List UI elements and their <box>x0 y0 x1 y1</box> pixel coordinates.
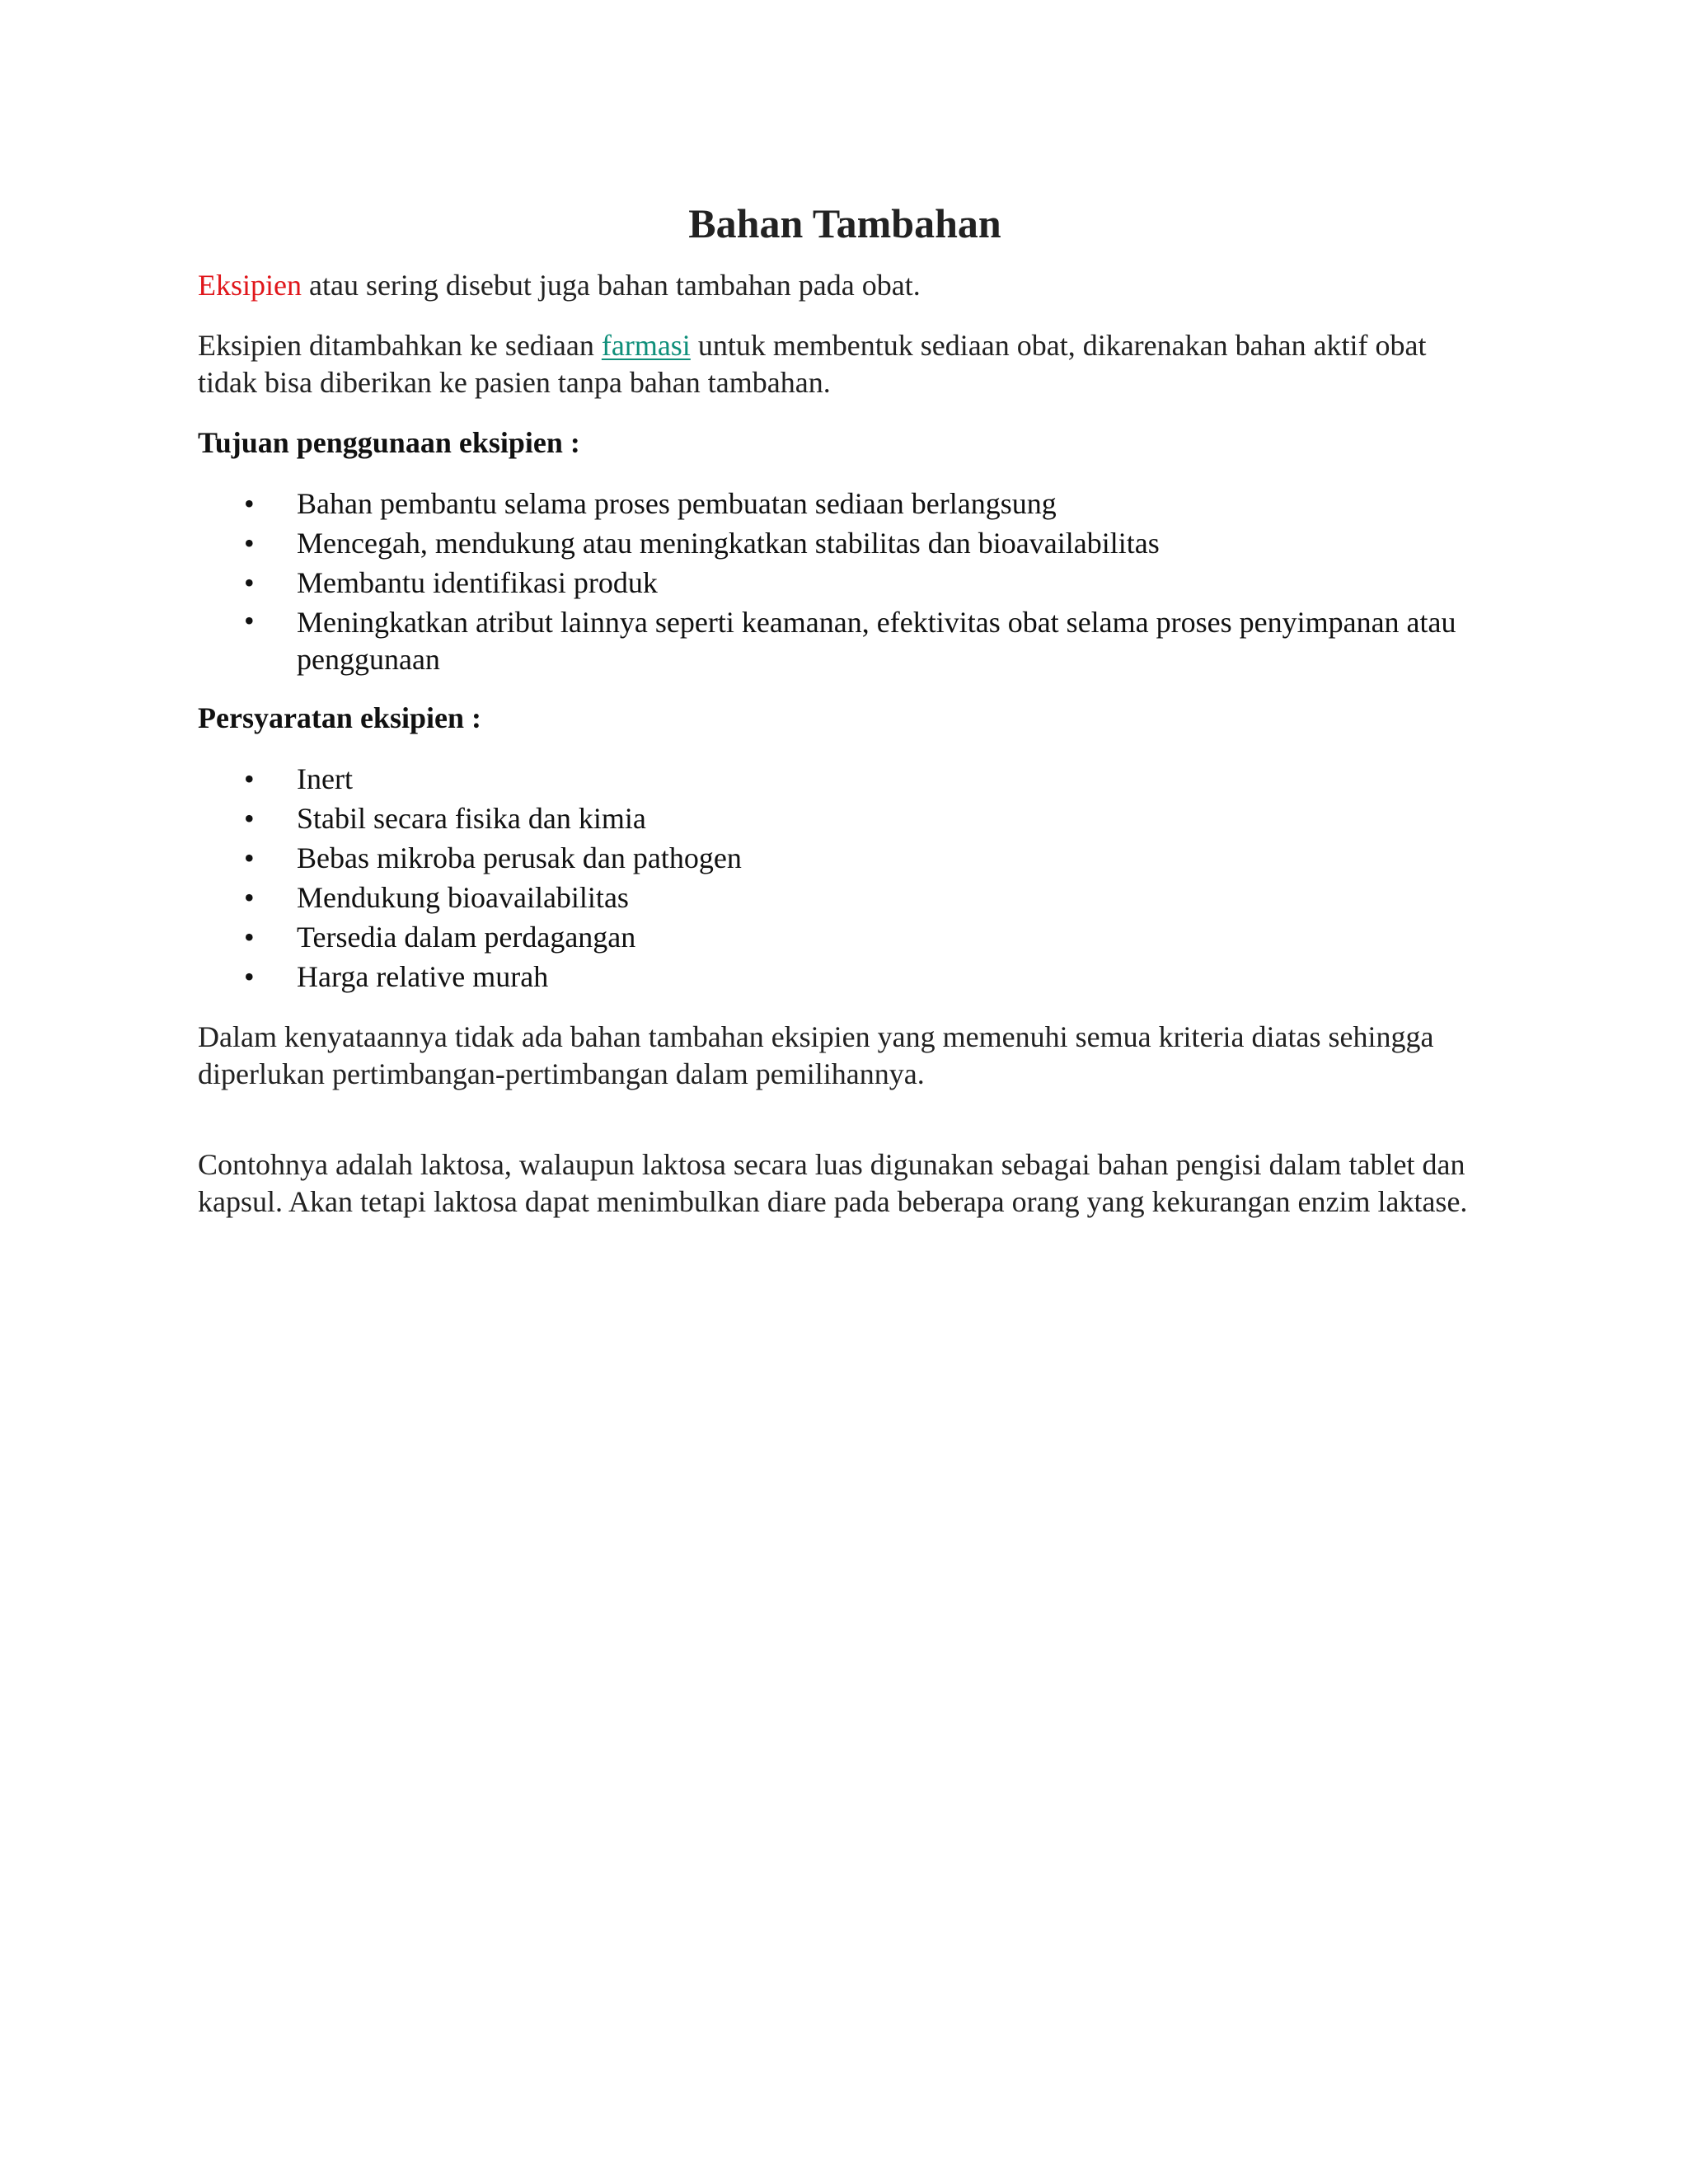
intro-text: atau sering disebut juga bahan tambahan pada obat. <box>301 269 921 302</box>
list-item: • Inert <box>198 759 1492 799</box>
list-item: • Membantu identifikasi produk <box>198 563 1492 602</box>
eksipien-highlight: Eksipien <box>198 269 302 302</box>
tujuan-heading: Tujuan penggunaan eksipien : <box>198 426 580 459</box>
bullet-icon: • <box>244 802 255 835</box>
list-item: • Harga relative murah <box>198 957 1492 996</box>
bullet-icon: • <box>244 921 255 954</box>
list-item: • Bahan pembantu selama proses pembuatan sediaan berlangsung <box>198 484 1492 523</box>
intro-paragraph <box>198 267 1492 304</box>
definition-paragraph <box>198 327 1492 401</box>
list-item: • Meningkatkan atribut lainnya seperti keamanan, efektivitas obat selama proses penyimpanan atau penggunaan <box>244 604 1456 676</box>
bullet-icon: • <box>244 566 255 599</box>
bullet-icon: • <box>244 960 255 993</box>
list-item: • Stabil secara fisika dan kimia <box>198 799 1492 838</box>
bullet-icon: • <box>244 604 255 637</box>
bullet-icon: • <box>244 527 255 560</box>
definition-text-after: untuk membentuk sediaan obat, dikarenakan bahan aktif obat tidak bisa diberikan ke pasien tanpa bahan tambahan. <box>198 329 1427 399</box>
kenyataan-paragraph: Dalam kenyataannya tidak ada bahan tambahan eksipien yang memenuhi semua kriteria diatas sehingga diperlukan pertimbangan-pertimbangan dalam pemilihannya. <box>198 1020 1434 1090</box>
farmasi-link[interactable]: farmasi <box>601 329 691 362</box>
contoh-paragraph: Contohnya adalah laktosa, walaupun laktosa secara luas digunakan sebagai bahan pengisi dalam tablet dan kapsul. Akan tetapi laktosa dapat menimbulkan diare pada beberapa orang yang kekurangan enzim laktase. <box>198 1148 1468 1218</box>
list-item: • Bebas mikroba perusak dan pathogen <box>198 838 1492 878</box>
list-item: • Mendukung bioavailabilitas <box>198 878 1492 917</box>
persyaratan-heading: Persyaratan eksipien : <box>198 701 481 734</box>
bullet-icon: • <box>244 487 255 520</box>
bullet-icon: • <box>244 841 255 874</box>
list-item: • Tersedia dalam perdagangan <box>198 917 1492 957</box>
page-title: Bahan Tambahan <box>688 200 1001 246</box>
tujuan-list <box>198 484 1492 678</box>
bullet-icon: • <box>244 762 255 795</box>
document-page <box>198 196 1492 1221</box>
persyaratan-list <box>198 759 1492 996</box>
bullet-icon: • <box>244 881 255 914</box>
definition-text-before: Eksipien ditambahkan ke sediaan <box>198 329 602 362</box>
list-item: • Mencegah, mendukung atau meningkatkan stabilitas dan bioavailabilitas <box>198 523 1492 563</box>
